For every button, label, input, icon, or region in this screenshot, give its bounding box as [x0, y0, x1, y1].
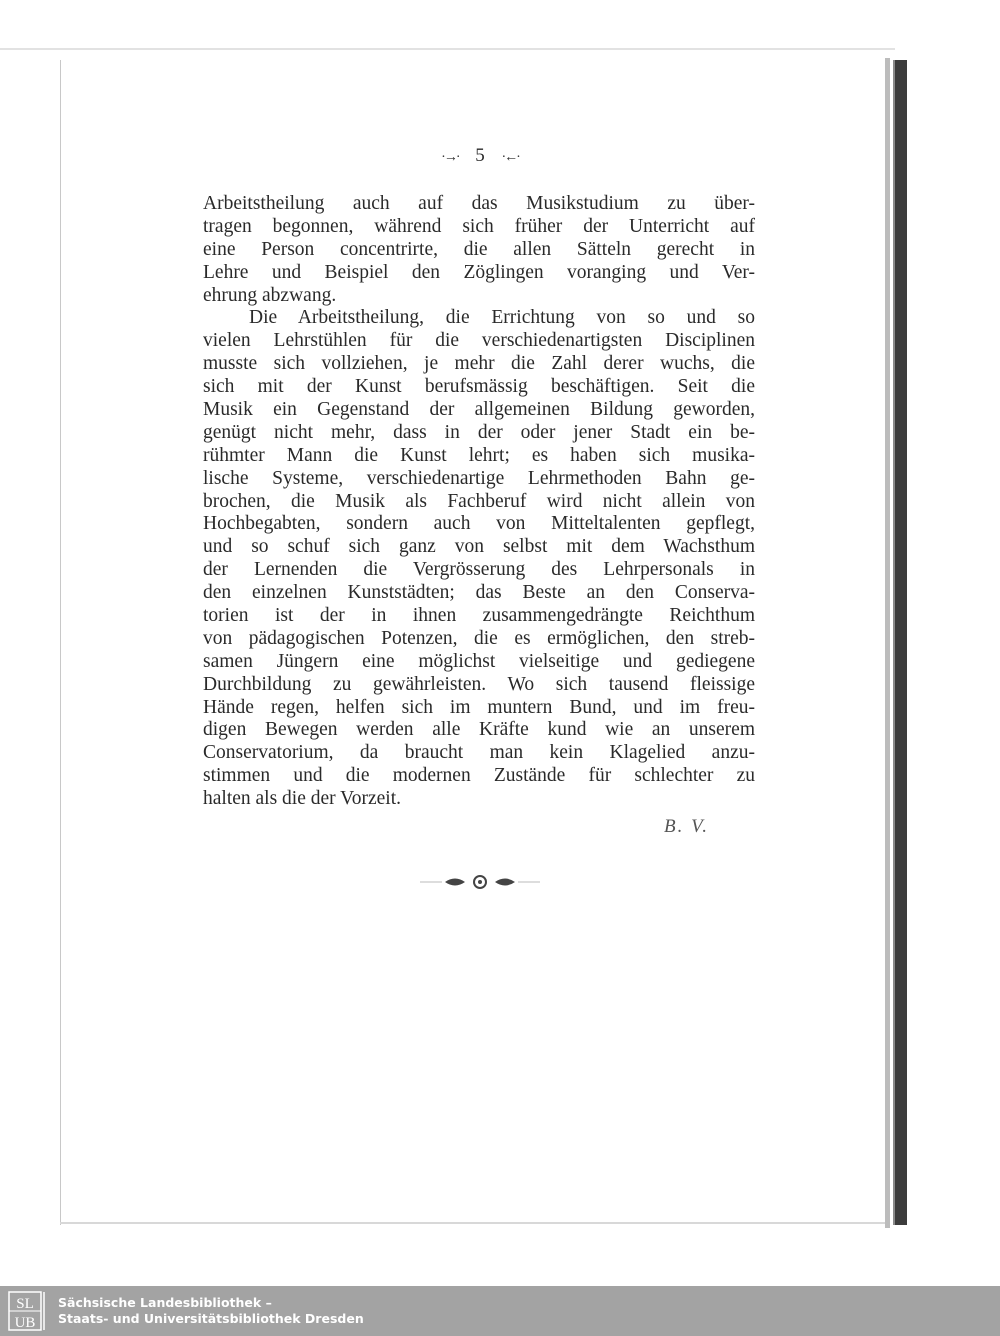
- text-line: halten als die der Vorzeit.: [203, 788, 402, 810]
- text-line: tragen begonnen, während sich früher der Unterricht auf: [203, 215, 755, 237]
- text-line: Musik ein Gegenstand der allgemeinen Bildung geworden,: [203, 399, 755, 421]
- page-left-edge: [60, 60, 61, 1225]
- book-cover-edge: [893, 60, 907, 1225]
- text-line: torien ist der in ihnen zusammengedrängte Reichthum: [203, 605, 755, 627]
- text-line: der Lernenden die Vergrösserung des Lehrpersonals in: [203, 559, 755, 581]
- svg-text:SL: SL: [16, 1296, 34, 1312]
- text-line: digen Bewegen werden alle Kräfte kund wie an unserem: [203, 719, 755, 741]
- text-line: brochen, die Musik als Fachberuf wird nicht allein von: [203, 490, 755, 512]
- text-line: Hochbegabten, sondern auch von Mitteltalenten gepflegt,: [203, 513, 755, 535]
- library-name-line1: Sächsische Landesbibliothek –: [58, 1295, 272, 1310]
- library-name-line2: Staats- und Universitätsbibliothek Dresden: [58, 1311, 364, 1326]
- arrow-ornament-left-icon: ·→·: [441, 150, 459, 165]
- text-line: Conservatorium, da braucht man kein Klagelied anzu-: [203, 742, 755, 764]
- text-line: Durchbildung zu gewährleisten. Wo sich tausend fleissige: [203, 673, 755, 695]
- text-line: genügt nicht mehr, dass in der oder jener Stadt ein be-: [203, 421, 755, 443]
- text-line: Arbeitstheilung auch auf das Musikstudium zu über-: [203, 193, 755, 214]
- text-line: ehrung abzwang.: [203, 284, 337, 306]
- page-bottom-edge: [60, 1222, 890, 1224]
- text-line: Hände regen, helfen sich im muntern Bund, und im freu-: [203, 696, 755, 718]
- page-top-edge: [0, 48, 895, 50]
- fleuron-ornament-icon: [420, 872, 540, 892]
- text-line: den einzelnen Kunststädten; das Beste an den Conserva-: [203, 582, 755, 604]
- slub-logo: [8, 1291, 48, 1331]
- text-line: vielen Lehrstühlen für die verschiedenartigsten Disciplinen: [203, 330, 755, 352]
- text-line: musste sich vollziehen, je mehr die Zahl derer wuchs, die: [203, 353, 755, 375]
- text-line: und so schuf sich ganz von selbst mit dem Wachsthum: [203, 536, 755, 558]
- library-footer: [0, 1286, 1000, 1336]
- text-line: lische Systeme, verschiedenartige Lehrmethoden Bahn ge-: [203, 467, 755, 489]
- arrow-ornament-right-icon: ·←·: [501, 150, 519, 165]
- text-line: sich mit der Kunst berufsmässig beschäftigen. Seit die: [203, 376, 755, 398]
- body-text: [203, 193, 755, 811]
- svg-text:UB: UB: [14, 1315, 36, 1331]
- text-line: Lehre und Beispiel den Zöglingen voranging und Ver-: [203, 261, 755, 283]
- text-line: rühmter Mann die Kunst lehrt; es haben sich musika-: [203, 444, 755, 466]
- page-right-edge: [885, 58, 890, 1228]
- text-line: stimmen und die modernen Zustände für schlechter zu: [203, 765, 755, 787]
- text-line: eine Person concentrirte, die allen Sätteln gerecht in: [203, 238, 755, 260]
- text-line: Die Arbeitstheilung, die Errichtung von so und so: [249, 307, 755, 329]
- page-number: 5: [475, 145, 485, 166]
- signature: B. V.: [664, 816, 710, 837]
- text-line: samen Jüngern eine möglichst vielseitige und gediegene: [203, 650, 755, 672]
- text-line: von pädagogischen Potenzen, die es ermöglichen, den streb-: [203, 627, 755, 649]
- page-header: [0, 145, 960, 167]
